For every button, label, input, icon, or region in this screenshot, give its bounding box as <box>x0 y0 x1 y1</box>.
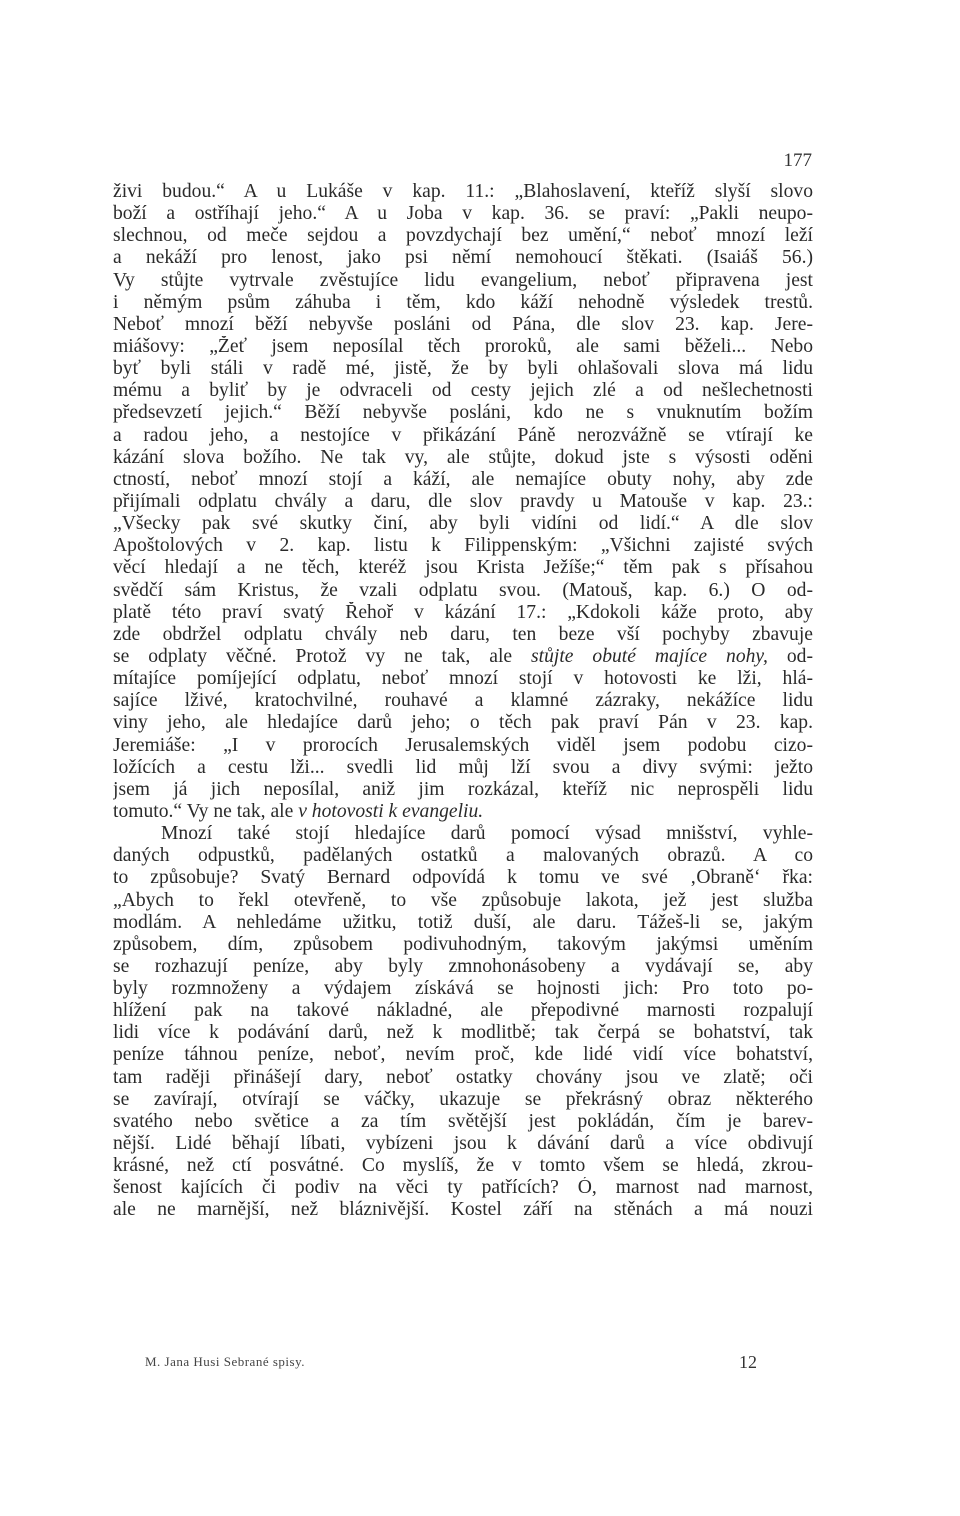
italic-phrase: stůjte obuté majíce nohy, <box>531 645 768 667</box>
text-segment: tomuto.“ Vy ne tak, ale <box>113 800 299 822</box>
text-line: daných odpustků, padělaných ostatků a malovaných obrazů. A co <box>113 845 813 867</box>
paragraph-start-line: Mnozí také stojí hledajíce darů pomocí výsad mnišství, vyhle- <box>161 823 813 845</box>
text-line: zde obdržel odplatu chvály neb daru, ten beze vší pochyby zbavuje <box>113 623 813 645</box>
body-text <box>113 181 813 1222</box>
text-line: způsobem, dím, způsobem podivuhodným, takovým jakýmsi uměním <box>113 933 813 955</box>
text-line: modlám. A nehledáme užitku, totiž duší, ale daru. Tážeš-li se, jakým <box>113 911 813 933</box>
text-line: krásné, než ctí posvátné. Co myslíš, že v tomto všem se hledá, zkrou- <box>113 1155 813 1177</box>
text-line: byly rozmnoženy a výdajem získává se hojnosti jich: Pro toto po- <box>113 978 813 1000</box>
text-line-mixed <box>113 801 813 823</box>
text-line: byť byli stáli v radě mé, jistě, že by byli ohlašovali slova má lidu <box>113 358 813 380</box>
text-line: šenost kajících či podiv na věci ty patřících? Ó, marnost nad marnost, <box>113 1177 813 1199</box>
text-line: přijímali odplatu chvály a daru, dle slov pravdy u Matouše v kap. 23.: <box>113 490 813 512</box>
text-line: boží a ostříhají jeho.“ A u Joba v kap. 36. se praví: „Pakli neupo- <box>113 203 813 225</box>
text-line-mixed <box>113 646 813 668</box>
text-line: Apoštolových v 2. kap. listu k Filippenským: „Všichni zajisté svých <box>113 535 813 557</box>
text-line: ctností, neboť mnozí stojí a káží, ale nemajíce obuty nohy, aby zde <box>113 468 813 490</box>
text-line: se zavírají, otvírají se váčky, ukazuje se překrásný obraz některého <box>113 1088 813 1110</box>
text-line: tam raději přinášejí dary, neboť ostatky chovány jsou ve zlatě; oči <box>113 1066 813 1088</box>
text-line: a nekáží pro lenost, jako psi němí nemohoucí štěkati. (Isaiáš 56.) <box>113 247 813 269</box>
text-line: viny jeho, ale hledajíce darů jeho; o těch pak praví Pán v 23. kap. <box>113 712 813 734</box>
text-line: peníze táhnou peníze, neboť, nevím proč, kde lidé vidí více bohatství, <box>113 1044 813 1066</box>
text-line: se rozhazují peníze, aby byly zmnohonásobeny a vydávají se, aby <box>113 955 813 977</box>
text-line: lidi více k podávání darů, než k modlitbě; tak čerpá se bohatství, tak <box>113 1022 813 1044</box>
text-line: věcí hledají a ne těch, kteréž jsou Krista Ježíše;“ těm pak s přísahou <box>113 557 813 579</box>
text-line: hlížení pak na takové nákladné, ale přepodivné marnosti rozpalují <box>113 1000 813 1022</box>
text-line: miášovy: „Žeť jsem neposílal těch proroků, ale sami běželi... Nebo <box>113 335 813 357</box>
text-line: „Všecky pak své skutky činí, aby byli vidíni od lidí.“ A dle slov <box>113 513 813 535</box>
text-line: živi budou.“ A u Lukáše v kap. 11.: „Blahoslavení, kteříž slyší slovo <box>113 181 813 202</box>
text-line: Neboť mnozí běží nebyvše posláni od Pána, dle slov 23. kap. Jere- <box>113 313 813 335</box>
text-line: svědčí sám Kristus, že vzali odplatu svou. (Matouš, kap. 6.) O od- <box>113 579 813 601</box>
text-line: „Abych to řekl otevřeně, to vše způsobuje lakota, jež jest služba <box>113 889 813 911</box>
page-number: 177 <box>783 150 812 171</box>
italic-phrase: v hotovosti k evangeliu. <box>298 800 484 822</box>
text-line: to způsobuje? Svatý Bernard odpovídá k tomu ve své ‚Obraně‘ řka: <box>113 867 813 889</box>
signature-mark: M. Jana Husi Sebrané spisy. <box>145 1354 305 1369</box>
text-line: jsem já jich neposílal, aniž jim rozkázal, kteříž nic neprospěli lidu <box>113 778 813 800</box>
text-line: mému a byliť by je odvraceli od cesty jejich zlé a od nešlechetnosti <box>113 380 813 402</box>
text-line: i němým psům záhuba i těm, kdo káží nehodně výsledek trestů. <box>113 291 813 313</box>
page-footer <box>145 1352 757 1374</box>
text-line: sajíce lživé, kratochvilné, rouhavé a klamné zázraky, nekážíce lidu <box>113 690 813 712</box>
text-line: a radou jeho, a nestojíce v přikázání Páně nerozvážně se vtírají ke <box>113 424 813 446</box>
text-line: mítajíce pomíjející odplatu, neboť mnozí stojí v hotovosti ke lži, hlá- <box>113 668 813 690</box>
text-line: nější. Lidé běhají líbati, vybízeni jsou k dávání darů a více obdivují <box>113 1133 813 1155</box>
text-line: slechnou, od meče sejdou a povzdychají bez umění,“ neboť mnozí leží <box>113 225 813 247</box>
text-line: ložících a cestu lži... svedli lid můj lží svou a divy svými: ježto <box>113 756 813 778</box>
text-line: Jeremiáše: „I v prorocích Jerusalemských viděl jsem podobu cizo- <box>113 734 813 756</box>
text-line: kázání slova božího. Ne tak vy, ale stůjte, dokud jste s výsosti oděni <box>113 446 813 468</box>
text-line: předsevzetí jejich.“ Běží nebyvše posláni, kdo ne s vnuknutím božím <box>113 402 813 424</box>
text-segment: se odplaty věčné. Protož vy ne tak, ale <box>113 645 532 667</box>
sheet-number: 12 <box>739 1352 757 1372</box>
text-line: ale ne marnější, než bláznivější. Kostel září na stěnách a má nouzi <box>113 1199 813 1221</box>
text-segment: od- <box>767 645 813 667</box>
text-line: Vy stůjte vytrvale zvěstujíce lidu evangelium, neboť připravena jest <box>113 269 813 291</box>
text-line: svatého nebo světice a za tím světější jest pokládán, čím je barev- <box>113 1110 813 1132</box>
text-line: platě této praví svatý Řehoř v kázání 17.: „Kdokoli káže proto, aby <box>113 601 813 623</box>
